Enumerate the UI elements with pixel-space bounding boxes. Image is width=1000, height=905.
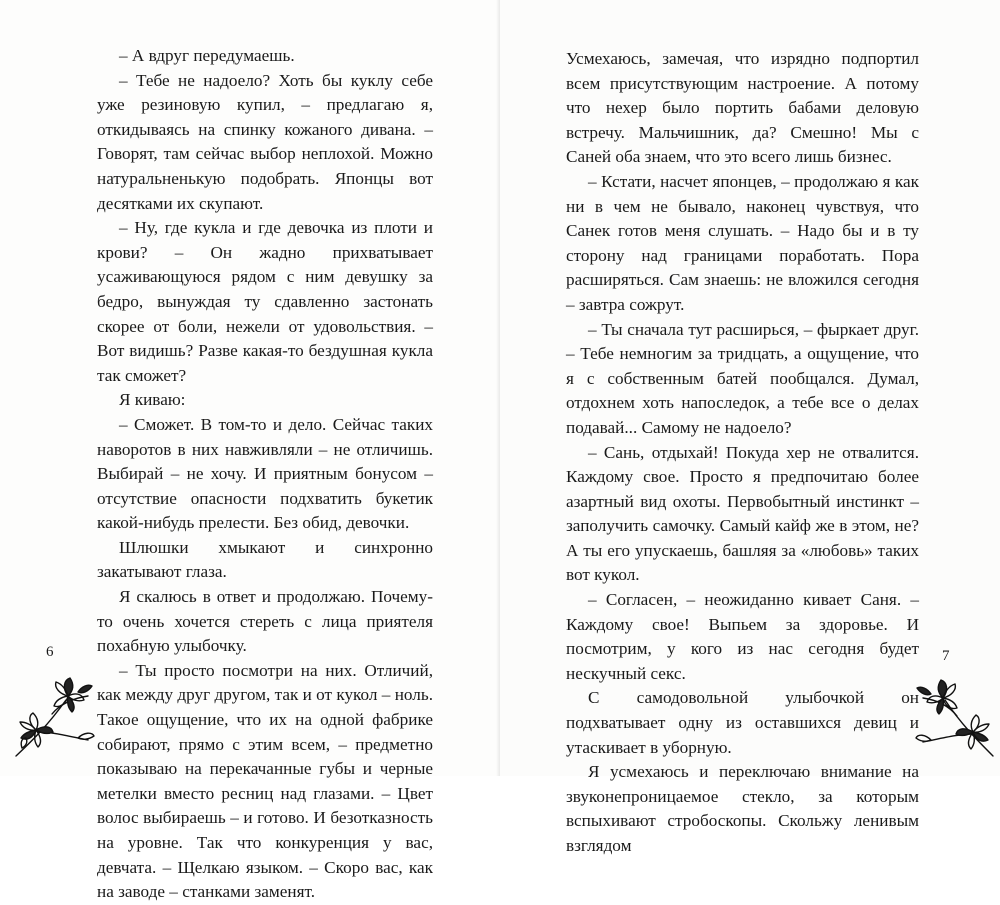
paragraph: – Согласен, – неожиданно кивает Саня. – Каждому свое! Выпьем за здоровье. И посмотрим, у кого из нас сегодня будет нескучный секс. — [566, 590, 919, 683]
page-number: 6 — [46, 644, 54, 660]
paragraph: Я усмехаюсь и переключаю внимание на звуконепроницаемое стекло, за которым вспыхивают стробоскопы. Скольжу ленивым взглядом — [566, 762, 919, 855]
paragraph: Я киваю: — [119, 390, 186, 410]
page-number: 7 — [942, 648, 950, 664]
paragraph: – Сможет. В том-то и дело. Сейчас таких наворотов в них навживляли – не отличишь. Выбирай – не хочу. И приятным бонусом – отсутствие опасности подхватить букетик какой-нибудь прелести. Без обид, девочки. — [97, 414, 433, 533]
paragraph: – Ты просто посмотри на них. Отличий, как между друг другом, так и от кукол – ноль. Такое ощущение, что их на одной фабрике собирают, прямо с этим всем, – предметно показываю на перекачанные губы и черные метелки вместо ресниц над глазами. – Цвет волос выбираешь – и готово. И безотказность на уровне. Так что конкуренция у вас, девчата. – Щелкаю языком. – Скоро вас, как на заводе – станками заменят. — [97, 660, 433, 902]
flower-ornament-icon — [915, 672, 997, 760]
paragraph: – А вдруг передумаешь. — [119, 46, 295, 65]
paragraph: – Сань, отдыхай! Покуда хер не отвалится. Каждому свое. Просто я предпочитаю более азартный вид охоты. Первобытный инстинкт – заполучить самочку. Самый кайф же в этом, не? А ты его упускаешь, башляя за «любовь» таких вот кукол. — [566, 442, 919, 585]
paragraph: Я скалюсь в ответ и продолжаю. Почему-то очень хочется стереть с лица приятеля похабную улыбочку. — [97, 587, 433, 656]
paragraph: Шлюшки хмыкают и синхронно закатывают глаза. — [97, 537, 433, 582]
paragraph: – Ты сначала тут расширься, – фыркает друг. – Тебе немногим за тридцать, а ощущение, что я с собственным батей пообщался. Думал, отдохнем хоть напоследок, а тебе все о делах подавай... Самому не надоело? — [566, 319, 919, 437]
paragraph: – Ну, где кукла и где девочка из плоти и крови? – Он жадно прихватывает усаживающуюся рядом с ним девушку за бедро, вынуждая ту сдавленно застонать скорее от боли, нежели от удовольствия. – Вот видишь? Разве какая-то бездушная кукла так сможет? — [97, 218, 433, 385]
flower-ornament-icon — [8, 670, 96, 760]
paragraph: – Тебе не надоело? Хоть бы куклу себе уже резиновую купил, – предлагаю я, откидываясь на спинку кожаного дивана. – Говорят, там сейчас выбор неплохой. Можно натуральненькую подобрать. Японцы вот десятками их скупают. — [97, 70, 433, 213]
paragraph: Усмехаюсь, замечая, что изрядно подпортил всем присутствующим настроение. А потому что нехер было портить бабами деловую встречу. Мальчишник, да? Смешно! Мы с Саней оба знаем, что это всего лишь бизнес. — [566, 49, 919, 167]
right-page — [500, 0, 1000, 855]
right-page-text — [566, 47, 919, 859]
paragraph: С самодовольной улыбочкой он подхватывает одну из оставшихся девиц и утаскивает в уборную. — [566, 688, 919, 757]
left-page — [0, 0, 500, 902]
paragraph: – Кстати, насчет японцев, – продолжаю я как ни в чем не бывало, наконец чувствуя, что Санек готов меня слушать. – Надо бы и в ту сторону над границами поработать. Пора расширяться. Сам знаешь: не вложился сегодня – завтра сожрут. — [566, 171, 919, 314]
